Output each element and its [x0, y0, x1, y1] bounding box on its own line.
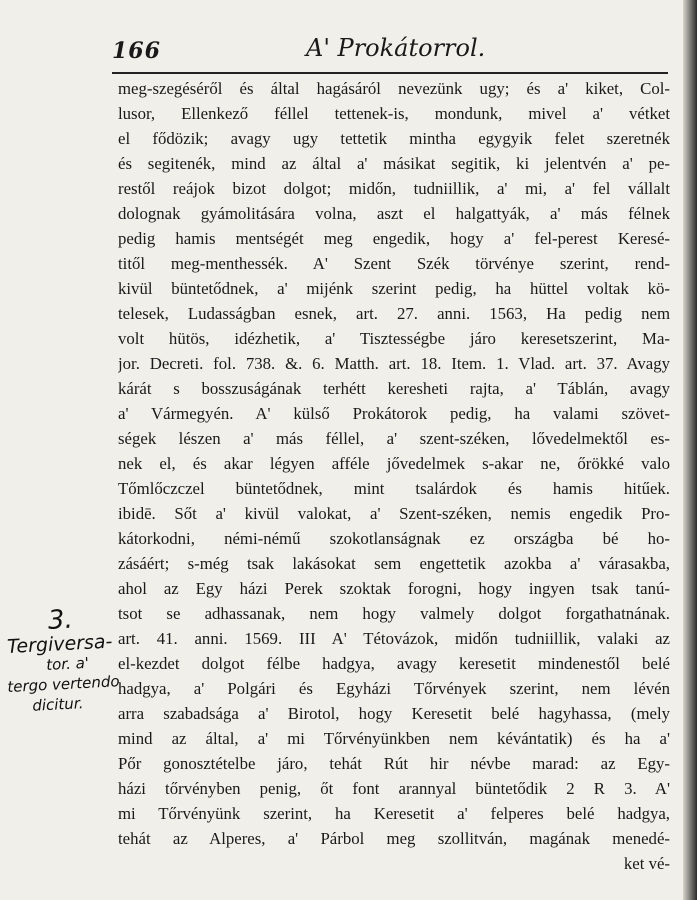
text-line: a' Vármegyén. A' külső Prokátorok pedig, ha valami szövet- — [118, 404, 670, 423]
text-line: zásáért; s-még tsak lakásokat sem engettetik azokba a' várasakba, — [118, 554, 670, 573]
text-line: tsot se adhassanak, nem hogy valmely dolgot forgathatnának. — [118, 604, 670, 623]
text-line: telesek, Ludasságban esnek, art. 27. anni. 1563, Ha pedig nem — [118, 304, 670, 323]
handwritten-margin-note — [3, 603, 126, 717]
text-line: hadgya, a' Polgári és Egyházi Tőrvények szerint, nem lévén — [118, 679, 670, 698]
text-line: ibidē. Sőt a' kivül valokat, a' Szent-széken, nemis engedik Pro- — [118, 504, 670, 523]
text-line: ahol az Egy házi Perek szoktak forogni, hogy ingyen tsak tanú- — [118, 579, 670, 598]
body-text — [118, 76, 670, 876]
text-line: nek el, és akar légyen afféle jővedelmek s-akar ne, őrökké valo — [118, 454, 670, 473]
text-line: Pőr gonosztételbe járo, tehát Rút hir névbe marad: az Egy- — [118, 754, 670, 773]
text-line: házi tőrvényben penig, őt font arannyal büntetődik 2 R 3. A' — [118, 779, 670, 798]
text-line: volt hütös, idézhetik, a' Tisztességbe járo keresetszerint, Ma- — [118, 329, 670, 348]
header-rule — [112, 72, 668, 74]
text-line: mi Tőrvényünk szerint, ha Keresetit a' felperes belé hadgya, — [118, 804, 670, 823]
page-number: 166 — [112, 38, 161, 64]
text-line: mind az által, a' mi Tőrvényünkben nem kévántatik) és ha a' — [118, 729, 670, 748]
margin-note-line: dicitur. — [31, 694, 84, 715]
text-line: arra szabadsága a' Birotol, hogy Keresetit belé hagyhassa, (mely — [118, 704, 670, 723]
text-line: ségek lészen a' más féllel, a' szent-széken, lővedelmektől es- — [118, 429, 670, 448]
margin-note-line: Tergiversa- — [6, 630, 113, 658]
text-line: kárát s bosszuságának terhétt keresheti rajta, a' Táblán, avagy — [118, 379, 670, 398]
text-line: el-kezdet dolgot félbe hadgya, avagy keresetit mindenestől belé — [118, 654, 670, 673]
running-title: A' Prokátorrol. — [306, 34, 486, 62]
text-line: art. 41. anni. 1569. III A' Tétovázok, midőn tudniillik, valaki az — [118, 629, 670, 648]
text-line: ket vé- — [623, 854, 670, 873]
text-line: meg-szegéséről és által hagásáról nevezünk ugy; és a' kiket, Col- — [118, 79, 670, 98]
text-line: lusor, Ellenkező féllel tettenek-is, mondunk, mivel a' vétket — [118, 104, 670, 123]
margin-note-line: tor. a' — [45, 653, 90, 674]
text-line: kátorkodni, némi-némű szokotlanságnak ez országba bé ho- — [118, 529, 670, 548]
text-line: Tőmlőczczel büntetődnek, mint tsalárdok és hamis hitűek. — [118, 479, 670, 498]
text-line: el fődözik; avagy ugy tettetik mintha egygyik felet szeretnék — [118, 129, 670, 148]
text-line: titől meg-menthessék. A' Szent Szék törvénye szerint, rend- — [118, 254, 670, 273]
running-head — [110, 28, 670, 68]
margin-note-line: tergo vertendo — [6, 672, 120, 697]
text-line: tehát az Alperes, a' Párbol meg szollitván, magának menedé- — [118, 829, 670, 848]
text-line: kivül büntetődnek, a' mijénk szerint pedig, ha hüttel voltak kö- — [118, 279, 670, 298]
text-line: restől reájok bizot dolgot; midőn, tudniillik, a' mi, a' fel vállalt — [118, 179, 670, 198]
text-line: jor. Decreti. fol. 738. &. 6. Matth. art. 18. Item. 1. Vlad. art. 37. Avagy — [118, 354, 670, 373]
text-line: és segitenék, mind az által a' másikat segitik, ki jelentvén a' pe- — [118, 154, 670, 173]
text-line: dolognak gyámolitására volna, aszt el halgattyák, a' más félnek — [118, 204, 670, 223]
text-line: pedig hamis mentségét meg engedik, hogy a' fel-perest Keresé- — [118, 229, 670, 248]
page-edge-shadow — [683, 0, 697, 900]
margin-note-number: 3. — [47, 604, 74, 636]
